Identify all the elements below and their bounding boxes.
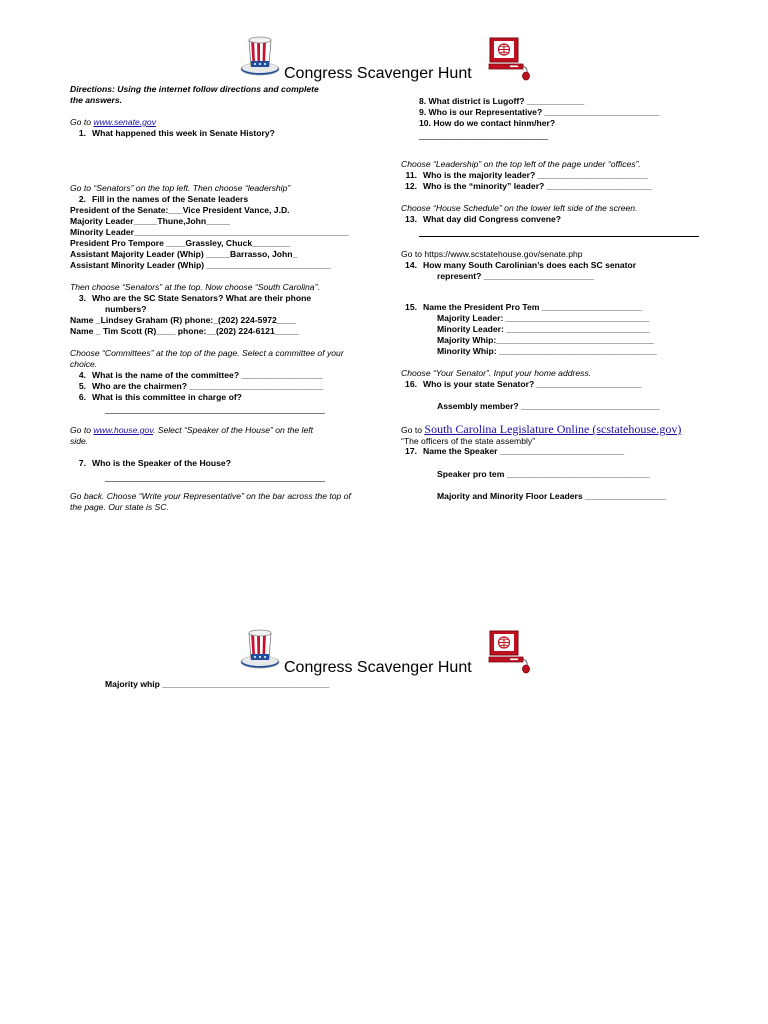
answer-minority-whip: Minority Whip: _________________________________ (437, 346, 657, 356)
instruction-go-back: Go back. Choose “Write your Representative” on the bar across the top of (70, 491, 351, 501)
answer-majority-whip: Majority whip ___________________________________ (105, 679, 330, 689)
question-7 (70, 458, 231, 469)
question-text: Name the President Pro Tem _____________________ (423, 302, 643, 312)
answer-asst-majority: Assistant Majority Leader (Whip) _____Barrasso, John_ (70, 249, 298, 259)
house-instruction: . Select “Speaker of the House” on the left (152, 425, 314, 435)
question-text: What is this committee in charge of? (92, 392, 242, 402)
question-text: Name the Speaker __________________________ (423, 446, 625, 456)
question-14-cont: represent? _______________________ (437, 271, 594, 281)
question-number: 16. (405, 379, 417, 389)
question-number: 7. (78, 458, 86, 468)
question-number: 17. (405, 446, 417, 456)
answer-line-6: ______________________________________________ (105, 404, 325, 414)
sc-legislature-link[interactable]: South Carolina Legislature Online (scstatehouse.gov) (424, 422, 682, 436)
question-15 (401, 302, 642, 313)
question-text: Who is the “minority” leader? ______________________ (423, 181, 652, 191)
answer-minority-leader: Minority Leader_____________________________________________ (70, 227, 350, 237)
senate-link[interactable]: www.senate.gov (93, 117, 156, 127)
question-number: 13. (405, 214, 417, 224)
question-11 (401, 170, 648, 181)
uncle-sam-hat-icon (240, 627, 280, 671)
goto-prefix: Go to (401, 425, 423, 435)
question-8: 8. What district is Lugoff? ____________ (419, 96, 585, 106)
officers-caption: “The officers of the state assembly” (401, 436, 536, 446)
answer-speaker-pro-tem: Speaker pro tem ______________________________ (437, 469, 651, 479)
sc-legislature-goto (401, 424, 681, 436)
question-3-cont: numbers? (105, 304, 147, 314)
question-4 (70, 370, 323, 381)
answer-minority-leader: Minority Leader: ______________________________ (437, 324, 650, 334)
answer-asst-minority: Assistant Minority Leader (Whip) __________________________ (70, 260, 331, 270)
goto-prefix: Go to (70, 117, 92, 127)
uncle-sam-hat-icon (240, 34, 280, 78)
question-text: What happened this week in Senate History? (92, 128, 275, 138)
question-6 (70, 392, 242, 403)
instruction-sc: Then choose “Senators” at the top. Now choose “South Carolina”. (70, 282, 320, 292)
question-number: 14. (405, 260, 417, 270)
instruction-schedule: Choose “House Schedule” on the lower left side of the screen. (401, 203, 638, 213)
computer-icon (488, 629, 532, 675)
answer-senator-1: Name _Lindsey Graham (R) phone:_(202) 224-5972____ (70, 315, 296, 325)
question-number: 4. (78, 370, 86, 380)
instruction-senators: Go to “Senators” on the top left. Then choose “leadership” (70, 183, 291, 193)
question-number: 5. (78, 381, 86, 391)
question-text: Fill in the names of the Senate leaders (92, 194, 249, 204)
question-text: How many South Carolinian’s does each SC senator (423, 260, 637, 270)
question-14 (401, 260, 636, 271)
question-10: 10. How do we contact hinm/her? (419, 118, 556, 128)
question-3 (70, 293, 311, 304)
answer-majority-whip: Majority Whip:_________________________________ (437, 335, 654, 345)
question-number: 2. (78, 194, 86, 204)
answer-senator-2: Name _ Tim Scott (R)____ phone:__(202) 224-6121_____ (70, 326, 299, 336)
question-12 (401, 181, 652, 192)
question-text: Who are the SC State Senators? What are their phone (92, 293, 312, 303)
question-number: 15. (405, 302, 417, 312)
instruction-go-back-cont: the page. Our state is SC. (70, 502, 169, 512)
question-text: What day did Congress convene? (423, 214, 561, 224)
question-text: Who is your state Senator? ______________________ (423, 379, 642, 389)
question-9: 9. Who is our Representative? ________________________ (419, 107, 660, 117)
question-number: 12. (405, 181, 417, 191)
question-number: 3. (78, 293, 86, 303)
question-2 (70, 194, 248, 205)
question-13 (401, 214, 561, 225)
question-1 (70, 128, 275, 139)
directions: Directions: Using the internet follow directions and complete (70, 84, 319, 94)
question-5 (70, 381, 323, 392)
answer-majority-leader: Majority Leader: ______________________________ (437, 313, 650, 323)
instruction-leadership: Choose “Leadership” on the top left of the page under “offices”. (401, 159, 641, 169)
page-title: Congress Scavenger Hunt (284, 65, 472, 82)
answer-line-7: ______________________________________________ (105, 472, 325, 482)
scstatehouse-url: Go to https://www.scstatehouse.gov/senate.php (401, 249, 583, 259)
senate-goto (70, 117, 156, 128)
answer-president: President of the Senate:___Vice President Vance, J.D. (70, 205, 290, 215)
question-17 (401, 446, 624, 457)
instruction-committees: Choose “Committees” at the top of the page. Select a committee of your (70, 348, 344, 358)
instruction-committees-cont: choice. (70, 359, 98, 369)
answer-assembly-member: Assembly member? _____________________________ (437, 401, 660, 411)
instruction-your-senator: Choose “Your Senator”. Input your home address. (401, 368, 592, 378)
answer-line-10: ___________________________ (419, 130, 549, 140)
question-16 (401, 379, 642, 390)
goto-prefix: Go to (70, 425, 92, 435)
question-text: Who are the chairmen? ____________________________ (92, 381, 324, 391)
house-goto (70, 425, 313, 436)
answer-majority-leader: Majority Leader_____Thune,John_____ (70, 216, 231, 226)
question-number: 1. (78, 128, 86, 138)
computer-icon (488, 36, 532, 82)
question-text: What is the name of the committee? _________________ (92, 370, 323, 380)
question-number: 11. (405, 170, 417, 180)
directions-cont: the answers. (70, 95, 123, 105)
house-link[interactable]: www.house.gov (93, 425, 153, 435)
question-number: 6. (78, 392, 86, 402)
page-2-title: Congress Scavenger Hunt (284, 659, 472, 676)
answer-line-13 (419, 236, 699, 237)
question-text: Who is the Speaker of the House? (92, 458, 231, 468)
answer-pro-tempore: President Pro Tempore ____Grassley, Chuck________ (70, 238, 291, 248)
question-text: Who is the majority leader? _______________________ (423, 170, 648, 180)
answer-floor-leaders: Majority and Minority Floor Leaders _________________ (437, 491, 667, 501)
house-goto-cont: side. (70, 436, 89, 446)
